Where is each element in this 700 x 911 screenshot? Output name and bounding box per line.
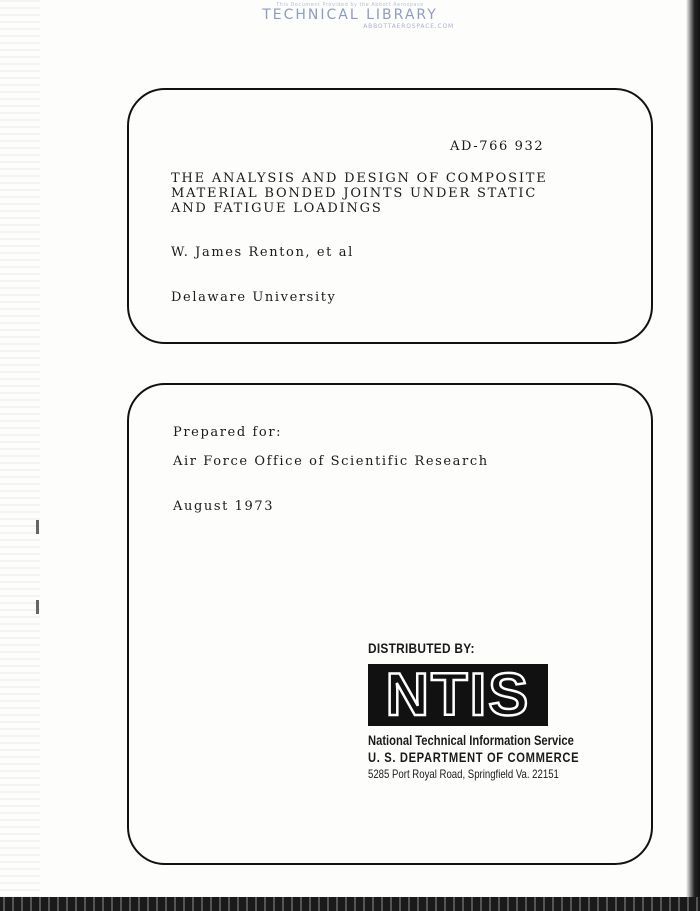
author: W. James Renton, et al bbox=[171, 245, 354, 260]
scan-edge-left bbox=[0, 0, 40, 911]
report-info-box bbox=[127, 88, 653, 344]
library-title: TECHNICAL LIBRARY bbox=[262, 7, 438, 23]
report-title-line-3: AND FATIGUE LOADINGS bbox=[171, 201, 383, 216]
ntis-logo bbox=[368, 664, 548, 726]
library-website: ABBOTTAEROSPACE.COM bbox=[363, 23, 454, 30]
prepared-for-label: Prepared for: bbox=[173, 425, 283, 440]
library-top-line: This Document Provided by the Abbott Aerospace bbox=[276, 2, 424, 8]
scan-edge-bottom bbox=[0, 897, 700, 911]
report-date: August 1973 bbox=[173, 499, 275, 514]
report-title-line-2: MATERIAL BONDED JOINTS UNDER STATIC bbox=[171, 186, 538, 201]
report-title-line-1: THE ANALYSIS AND DESIGN OF COMPOSITE bbox=[171, 171, 548, 186]
sponsor: Air Force Office of Scientific Research bbox=[173, 454, 489, 469]
report-number: AD-766 932 bbox=[450, 139, 545, 154]
ntis-address: 5285 Port Royal Road, Springfield Va. 22151 bbox=[368, 767, 559, 781]
scan-edge-right bbox=[686, 0, 700, 911]
ntis-logo-text: NTIS bbox=[385, 664, 531, 726]
scan-mark bbox=[36, 600, 39, 614]
library-watermark bbox=[240, 2, 460, 30]
organization: Delaware University bbox=[171, 290, 337, 305]
scan-mark bbox=[36, 520, 39, 534]
distributed-by-label: DISTRIBUTED BY: bbox=[368, 640, 475, 656]
distribution-block bbox=[368, 640, 580, 781]
ntis-department: U. S. DEPARTMENT OF COMMERCE bbox=[368, 749, 580, 765]
ntis-service-name: National Technical Information Service bbox=[368, 732, 574, 748]
